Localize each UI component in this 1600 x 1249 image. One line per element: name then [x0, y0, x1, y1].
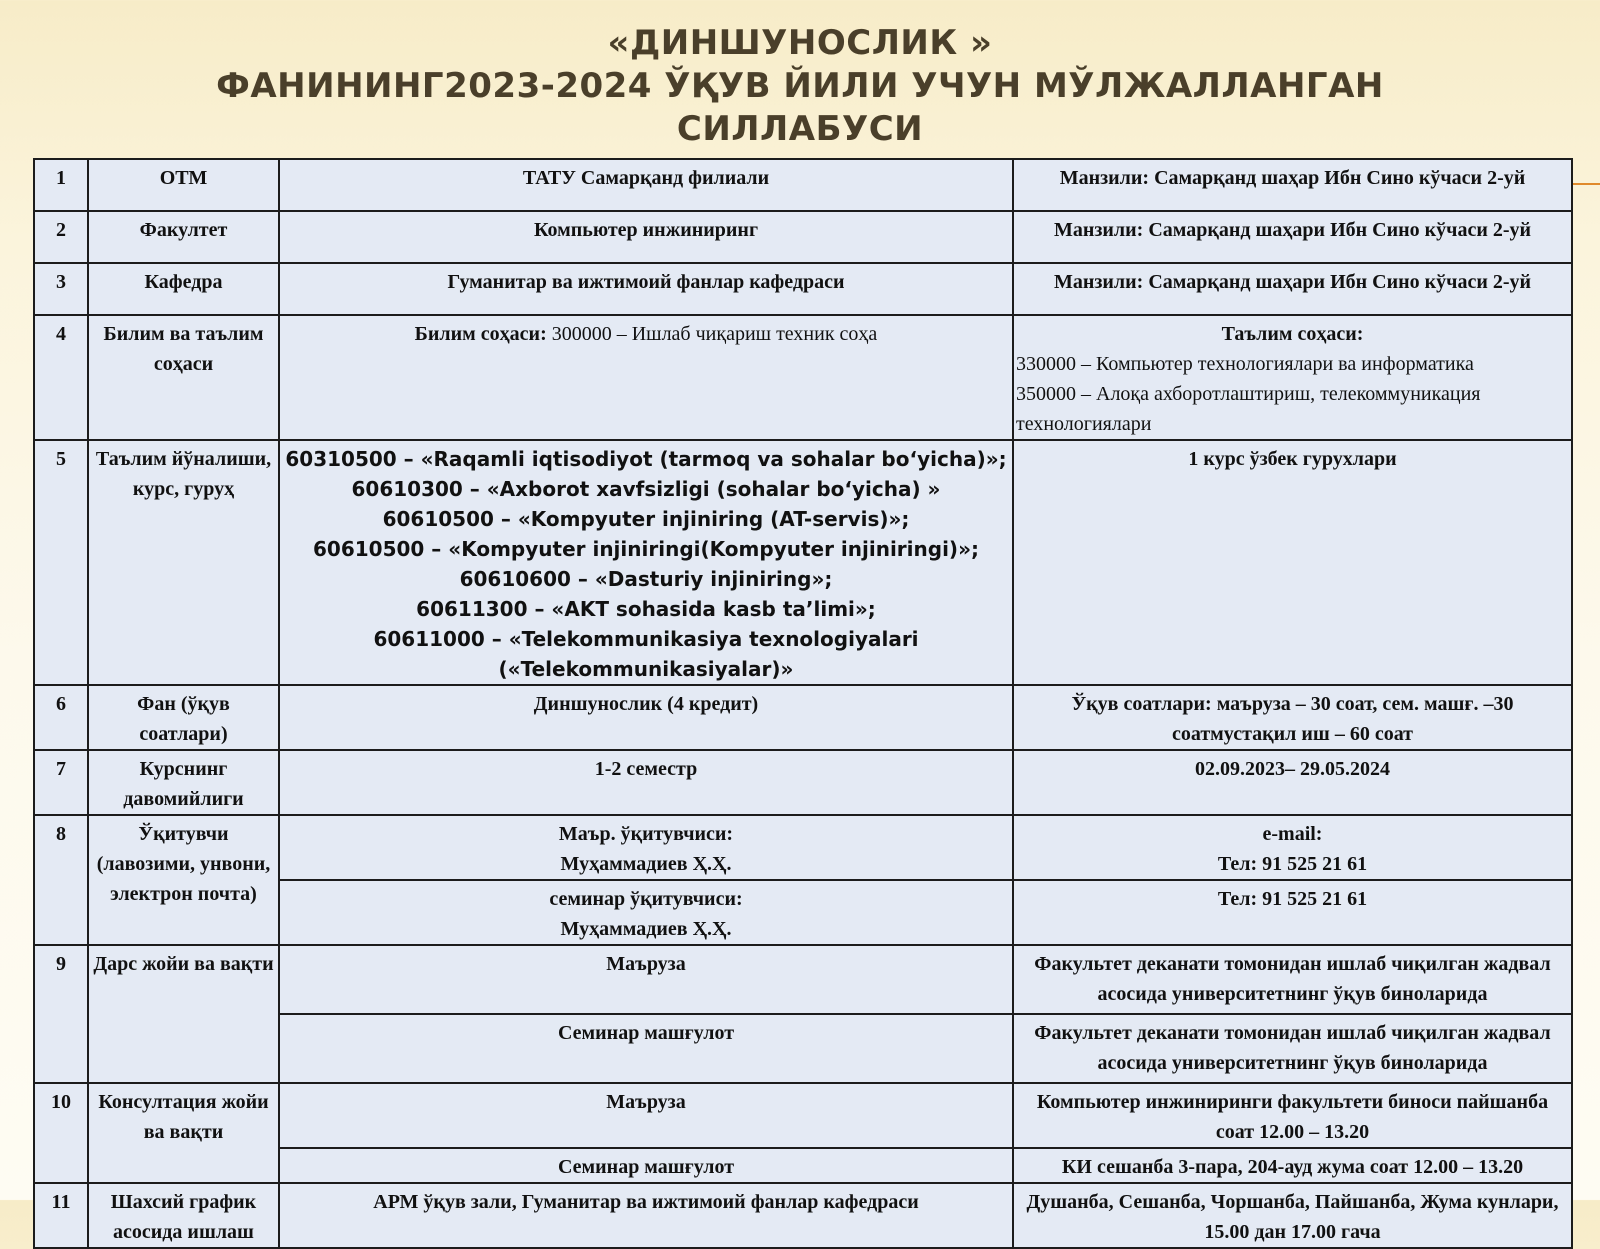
study-hours: Ўқув соатлари: маъруза – 30 соат, сем. машғ. –30 соатмустақил иш – 60 соат	[1013, 685, 1572, 750]
lesson-type: Маъруза	[279, 945, 1013, 1014]
page-title	[0, 22, 1600, 151]
row-value: ТАТУ Самарқанд филиали	[279, 159, 1013, 211]
phone: Тел: 91 525 21 61	[1217, 853, 1368, 875]
row-label: Фан (ўқув соатлари)	[88, 685, 279, 750]
title-line-3: СИЛЛАБУСИ	[676, 109, 924, 149]
lesson-type: Семинар машғулот	[279, 1014, 1013, 1083]
title-line-1: «ДИНШУНОСЛИК »	[607, 23, 993, 63]
education-area-line: 330000 – Компьютер технологиялари ва информатика	[1016, 353, 1474, 375]
row-label: ОТМ	[88, 159, 279, 211]
knowledge-area-cell	[279, 315, 1013, 440]
table-row	[34, 1083, 1572, 1148]
syllabus-table	[33, 158, 1573, 1249]
course-groups: 1 курс ўзбек гурухлари	[1013, 440, 1572, 685]
knowledge-area-value: 300000 – Ишлаб чиқариш техник соҳа	[546, 323, 878, 345]
subject-name: Диншунослик (4 кредит)	[279, 685, 1013, 750]
row-label: Билим ва таълим соҳаси	[88, 315, 279, 440]
table-row	[34, 1183, 1572, 1248]
row-label: Курснинг давомийлиги	[88, 750, 279, 815]
education-area-cell	[1013, 315, 1572, 440]
course-dates: 02.09.2023– 29.05.2024	[1013, 750, 1572, 815]
program-item: 60611000 – «Telekommunikasiya texnologiyalari («Telekommunikasiyalar)»	[373, 627, 919, 681]
phone: Тел: 91 525 21 61	[1013, 880, 1572, 945]
lecturer-contact-cell	[1013, 815, 1572, 880]
row-value: Гуманитар ва ижтимоий фанлар кафедраси	[279, 263, 1013, 315]
row-label: Консултация жойи ва вақти	[88, 1083, 279, 1183]
consultation-type: Семинар машғулот	[279, 1148, 1013, 1183]
table-row	[34, 750, 1572, 815]
row-number: 3	[34, 263, 88, 315]
consultation-type: Маъруза	[279, 1083, 1013, 1148]
semester: 1-2 семестр	[279, 750, 1013, 815]
program-item: 60611300 – «AKT sohasida kasb ta’limi»;	[416, 597, 876, 621]
lesson-place: Факультет деканати томонидан ишлаб чиқилган жадвал асосида университетнинг ўқув биноларида	[1013, 1014, 1572, 1083]
row-address: Манзили: Самарқанд шаҳари Ибн Сино кўчаси 2-уй	[1013, 211, 1572, 263]
program-item: 60610500 – «Kompyuter injiniringi(Kompyuter injiniringi)»;	[313, 537, 979, 561]
row-number: 8	[34, 815, 88, 945]
table-row	[34, 315, 1572, 440]
seminar-teacher-cell	[279, 880, 1013, 945]
table-row	[34, 211, 1572, 263]
knowledge-area-heading: Билим соҳаси:	[414, 323, 547, 345]
consultation-place: Компьютер инжиниринги факультети биноси пайшанба соат 12.00 – 13.20	[1013, 1083, 1572, 1148]
self-study-schedule: Душанба, Сешанба, Чоршанба, Пайшанба, Жума кунлари, 15.00 дан 17.00 гача	[1013, 1183, 1572, 1248]
table-row	[34, 263, 1572, 315]
row-number: 2	[34, 211, 88, 263]
row-number: 4	[34, 315, 88, 440]
lecturer-name: Муҳаммадиев Ҳ.Ҳ.	[560, 853, 732, 875]
email-label: e-mail:	[1262, 823, 1323, 845]
row-value: Компьютер инжиниринг	[279, 211, 1013, 263]
table-row	[34, 440, 1572, 685]
row-address: Манзили: Самарқанд шаҳари Ибн Сино кўчаси 2-уй	[1013, 263, 1572, 315]
seminar-teacher-name: Муҳаммадиев Ҳ.Ҳ.	[560, 918, 732, 940]
program-item: 60610600 – «Dasturiy injiniring»;	[459, 567, 833, 591]
lesson-place: Факультет деканати томонидан ишлаб чиқилган жадвал асосида университетнинг ўқув биноларида	[1013, 945, 1572, 1014]
education-area-heading: Таълим соҳаси:	[1221, 323, 1364, 345]
row-label: Кафедра	[88, 263, 279, 315]
consultation-place: КИ сешанба 3-пара, 204-ауд жума соат 12.00 – 13.20	[1013, 1148, 1572, 1183]
program-item: 60610300 – «Axborot xavfsizligi (sohalar bo‘yicha) »	[351, 477, 941, 501]
lecturer-role: Маър. ўқитувчиси:	[558, 823, 734, 845]
self-study-place: АРМ ўқув зали, Гуманитар ва ижтимоий фанлар кафедраси	[279, 1183, 1013, 1248]
row-number: 11	[34, 1183, 88, 1248]
row-number: 10	[34, 1083, 88, 1183]
program-list-cell	[279, 440, 1013, 685]
table-row	[34, 815, 1572, 880]
row-label: Таълим йўналиши, курс, гуруҳ	[88, 440, 279, 685]
row-number: 7	[34, 750, 88, 815]
seminar-teacher-role: семинар ўқитувчиси:	[549, 888, 743, 910]
row-address: Манзили: Самарқанд шаҳар Ибн Сино кўчаси 2-уй	[1013, 159, 1572, 211]
row-label: Факултет	[88, 211, 279, 263]
row-label: Дарс жойи ва вақти	[88, 945, 279, 1083]
education-area-line: 350000 – Алоқа ахборотлаштириш, телекоммуникация технологиялари	[1016, 383, 1481, 435]
program-item: 60610500 – «Kompyuter injiniring (AT-servis)»;	[382, 507, 910, 531]
row-label: Шахсий график асосида ишлаш	[88, 1183, 279, 1248]
row-number: 1	[34, 159, 88, 211]
lecturer-cell	[279, 815, 1013, 880]
table-row	[34, 945, 1572, 1014]
row-number: 6	[34, 685, 88, 750]
row-number: 9	[34, 945, 88, 1083]
row-label: Ўқитувчи (лавозими, унвони, электрон почта)	[88, 815, 279, 945]
table-row	[34, 685, 1572, 750]
row-number: 5	[34, 440, 88, 685]
title-line-2: ФАНИНИНГ2023-2024 ЎҚУВ ЙИЛИ УЧУН МЎЛЖАЛЛАНГАН	[216, 66, 1384, 106]
program-item: 60310500 – «Raqamli iqtisodiyot (tarmoq va sohalar bo‘yicha)»;	[285, 447, 1007, 471]
table-row	[34, 159, 1572, 211]
